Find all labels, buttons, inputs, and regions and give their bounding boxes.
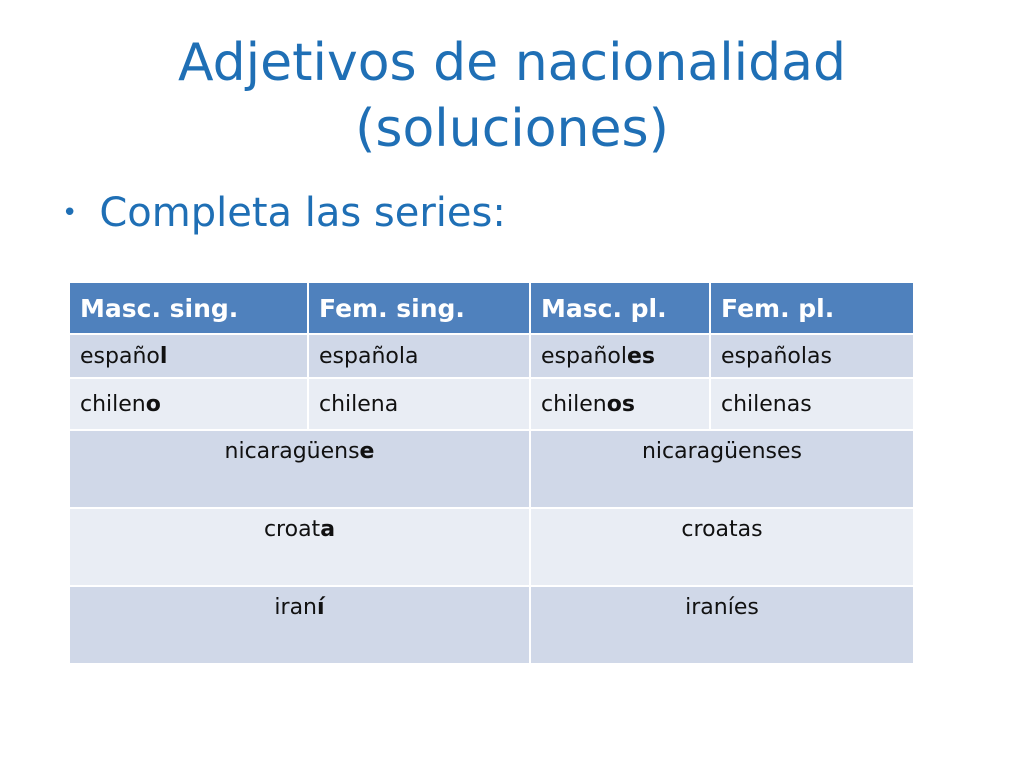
- header-masc-pl: Masc. pl.: [530, 282, 710, 334]
- table-cell-plural: croatas: [530, 508, 914, 586]
- table-row: [69, 508, 914, 586]
- table-row: [69, 378, 914, 430]
- table-cell-singular: nicaragüense: [69, 430, 530, 508]
- nationality-table: [68, 281, 915, 665]
- header-fem-sing: Fem. sing.: [308, 282, 530, 334]
- table-cell-plural: iraníes: [530, 586, 914, 664]
- bullet-text: Completa las series:: [99, 190, 506, 236]
- table-cell: española: [308, 334, 530, 378]
- title-line-2: (soluciones): [355, 99, 669, 159]
- table-header-row: [69, 282, 914, 334]
- title-line-1: Adjetivos de nacionalidad: [178, 33, 846, 93]
- table-cell-singular: croata: [69, 508, 530, 586]
- table-row: [69, 430, 914, 508]
- table-cell: español: [69, 334, 308, 378]
- table-cell: chileno: [69, 378, 308, 430]
- table-cell: chilenas: [710, 378, 914, 430]
- table-cell: españolas: [710, 334, 914, 378]
- bullet-dot-icon: •: [62, 198, 78, 228]
- header-fem-pl: Fem. pl.: [710, 282, 914, 334]
- bullet-item: [62, 186, 506, 240]
- slide-title: [0, 30, 1024, 162]
- table-cell-plural: nicaragüenses: [530, 430, 914, 508]
- table-row: [69, 334, 914, 378]
- table-cell: españoles: [530, 334, 710, 378]
- table-cell-singular: iraní: [69, 586, 530, 664]
- table-cell: chilenos: [530, 378, 710, 430]
- table-cell: chilena: [308, 378, 530, 430]
- table-row: [69, 586, 914, 664]
- header-masc-sing: Masc. sing.: [69, 282, 308, 334]
